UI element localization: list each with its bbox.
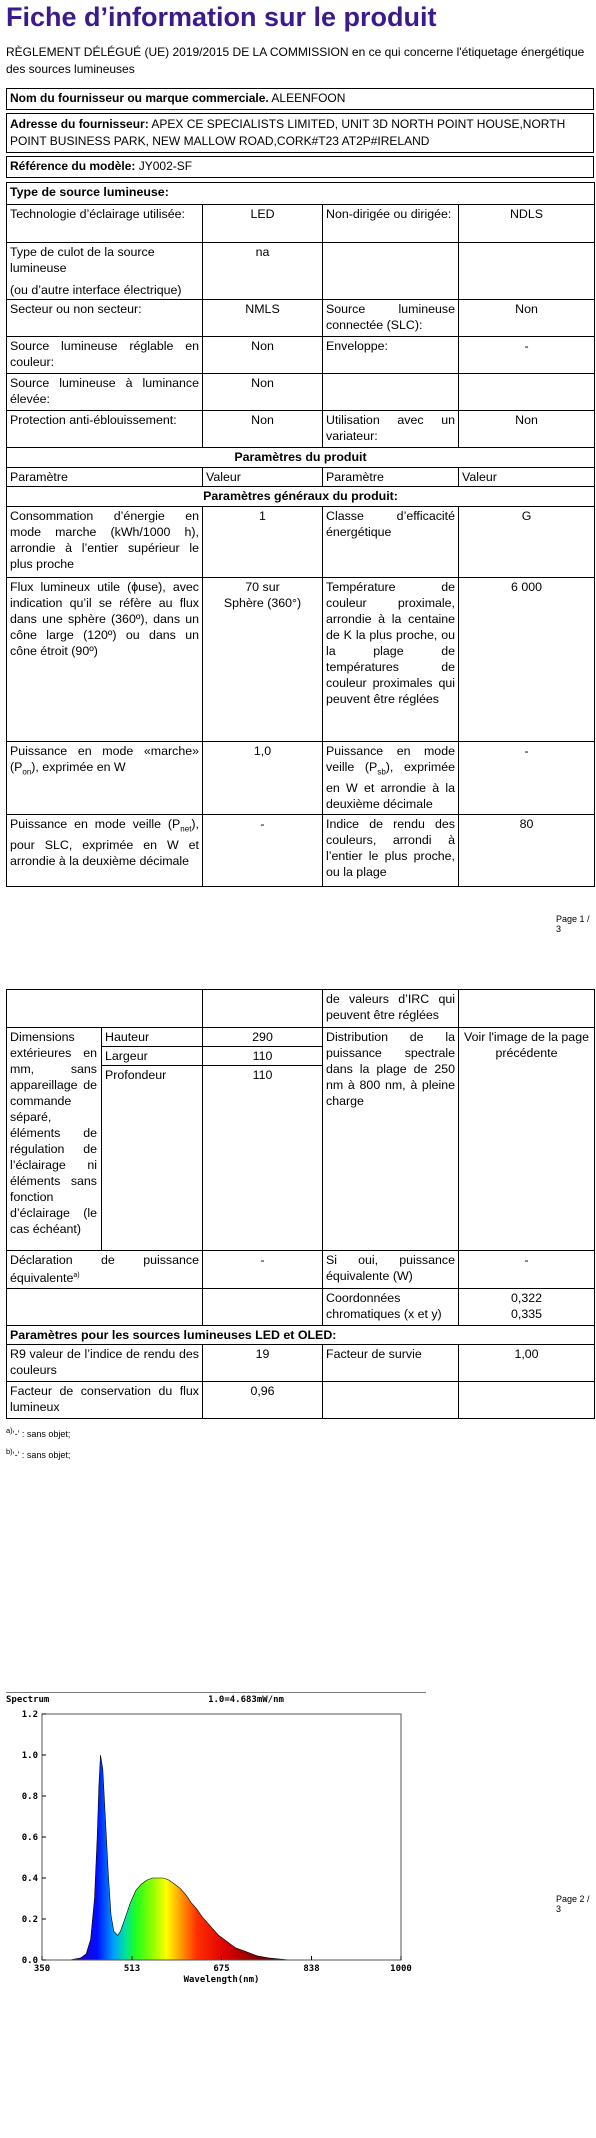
y-tick-label: 0.0 [21,1956,38,1966]
height-label: Hauteur [102,1028,203,1047]
spectrum-chart [6,1692,426,1992]
cri-label-part2: de valeurs d’IRC qui peuvent être réglées [323,990,459,1028]
class-value: G [459,507,595,578]
page-number-1: Page 1 / 3 [556,914,590,934]
dimmer-value: Non [459,411,595,448]
model-label: Référence du modèle: [10,159,136,173]
regulation-text: RÈGLEMENT DÉLÉGUÉ (UE) 2019/2015 DE LA COMMISSION en ce qui concerne l'étiquetage énergétique des sources lumineuses [6,45,585,76]
energy-value: 1 [203,507,323,578]
flux-label: Flux lumineux utile (ϕuse), avec indication qu’il se réfère au flux dans une sphère (360º), dans un cône large (120º) ou dans un cône étroit (90º) [7,578,203,742]
equiv-power-label: Si oui, puissance équivalente (W) [323,1251,459,1289]
general-params-title: Paramètres généraux du produit: [7,487,595,507]
flux-value-1: 70 sur [245,580,280,594]
supplier-name-label: Nom du fournisseur ou marque commerciale. [10,91,269,105]
chroma-y: 0,335 [510,1307,542,1321]
height-value: 290 [203,1028,323,1047]
standby-label: Puissance en mode veille $(P_{sb})$, exprimée en W et arrondie à la deuxième décimale [323,742,459,815]
power-on-label: Puissance en mode «marche» $(P_{on})$, exprimée en W [7,742,203,815]
cct-label: Température de couleur proximale, arrondie à la centaine de K la plus proche, ou la plage de températures de couleur proximales qui peuvent être réglées [323,578,459,742]
directed-label: Non-dirigée ou dirigée: [323,205,459,243]
footnote-a: $^{a)}$‘-’ : sans objet; [6,1426,71,1439]
equiv-power-value: - [459,1251,595,1289]
maintenance-value: 0,96 [203,1382,323,1419]
cap-label-2: (ou d’autre interface électrique) [10,283,182,297]
energy-label: Consommation d’énergie en mode marche (kWh/1000 h), arrondie à l’entier supérieur le plus proche [7,507,203,578]
col-param-1: Paramètre [7,468,203,487]
envelope-value: - [459,337,595,374]
equiv-label: Déclaration de puissance équivalente$^{a)}$ [7,1251,203,1289]
x-tick-label: 1000 [390,1964,412,1974]
net-standby-label: Puissance en mode veille $(P_{net})$, pour SLC, exprimée en W et arrondie à la deuxième décimale [7,815,203,887]
x-tick-label: 513 [123,1964,141,1974]
width-label: Largeur [102,1047,203,1066]
y-tick-label: 1.2 [21,1710,38,1720]
dimmer-label: Utilisation avec un variateur: [323,411,459,448]
flux-value-cell [203,578,323,742]
spd-label: Distribution de la puissance spectrale dans la plage de 250 nm à 800 nm, à pleine charge [323,1028,459,1251]
x-axis-label: Wavelength(nm) [183,1975,260,1985]
page-title: Fiche d’information sur le produit [6,2,437,32]
mains-value: NMLS [203,300,323,337]
params-section-title: Paramètres du produit [7,448,595,468]
dims-label: Dimensions extérieures en mm, sans appareillage de commande séparé, éléments de régulation de l’éclairage ni éléments sans fonction d’éclairage (le cas échéant) [7,1028,102,1251]
cct-value: 6 000 [459,578,595,742]
r9-value: 19 [203,1345,323,1382]
model-value: JY002-SF [138,159,193,173]
highlum-value: Non [203,374,323,411]
tunable-label: Source lumineuse réglable en couleur: [7,337,203,374]
supplier-address-row [6,113,594,153]
tech-value: LED [203,205,323,243]
survival-value: 1,00 [459,1345,595,1382]
connected-label: Source lumineuse connectée (SLC): [323,300,459,337]
standby-value: - [459,742,595,815]
tunable-value: Non [203,337,323,374]
footnote-b: $^{b)}$‘-’ : sans objet; [6,1447,71,1460]
cri-value: 80 [459,815,595,887]
model-row [6,156,594,178]
cap-label-1: Type de culot de la source lumineuse [10,245,155,275]
maintenance-label: Facteur de conservation du flux lumineux [7,1382,203,1419]
y-tick-label: 0.8 [21,1792,38,1802]
highlum-label: Source lumineuse à luminance élevée: [7,374,203,411]
product-info-table-continued [6,989,595,1419]
connected-value: Non [459,300,595,337]
page-number-2: Page 2 / 3 [556,1894,590,1914]
chart-title: Spectrum [6,1695,50,1705]
glare-label: Protection anti-éblouissement: [7,411,203,448]
chroma-label: Coordonnées chromatiques (x et y) [323,1289,459,1326]
col-value-1: Valeur [203,468,323,487]
chart-annotation: 1.0=4.683mW/nm [208,1695,284,1705]
depth-label: Profondeur [102,1066,203,1251]
power-on-value: 1,0 [203,742,323,815]
x-tick-label: 675 [213,1964,230,1974]
x-tick-label: 350 [33,1964,51,1974]
r9-label: R9 valeur de l’indice de rendu des couleurs [7,1345,203,1382]
flux-value-2: Sphère (360°) [223,596,302,610]
net-standby-value: - [203,815,323,887]
survival-label: Facteur de survie [323,1345,459,1382]
y-tick-label: 0.6 [21,1833,38,1843]
product-info-table [6,182,595,887]
cap-value: na [203,243,323,300]
cap-type-cell [7,243,203,300]
width-value: 110 [203,1047,323,1066]
envelope-label: Enveloppe: [323,337,459,374]
light-source-heading: Type de source lumineuse: [10,185,169,199]
supplier-address-value: APEX CE SPECIALISTS LIMITED, UNIT 3D NORTH POINT HOUSE,NORTH POINT BUSINESS PARK, NEW MALLOW ROAD,CORK#T23 AT2P#IRELAND [10,117,566,148]
col-param-2: Paramètre [323,468,459,487]
cri-label-part1: Indice de rendu des couleurs, arrondi à l’entier le plus proche, ou la plage [323,815,459,887]
mains-label: Secteur ou non secteur: [7,300,203,337]
col-value-2: Valeur [459,468,595,487]
supplier-name-value: ALEENFOON [271,91,346,105]
supplier-address-label: Adresse du fournisseur: [10,117,149,131]
led-params-title: Paramètres pour les sources lumineuses LED et OLED: [10,1328,337,1342]
chroma-value-cell [459,1289,595,1326]
class-label: Classe d’efficacité énergétique [323,507,459,578]
depth-value: 110 [203,1066,323,1251]
spd-value: Voir l'image de la page précédente [459,1028,595,1251]
equiv-value: - [203,1251,323,1289]
y-tick-label: 0.2 [21,1915,38,1925]
chroma-x: 0,322 [510,1291,542,1305]
y-tick-label: 0.4 [21,1874,38,1884]
tech-label: Technologie d’éclairage utilisée: [7,205,203,243]
glare-value: Non [203,411,323,448]
x-tick-label: 838 [303,1964,320,1974]
y-tick-label: 1.0 [21,1751,38,1761]
directed-value: NDLS [459,205,595,243]
supplier-name-row [6,88,594,110]
